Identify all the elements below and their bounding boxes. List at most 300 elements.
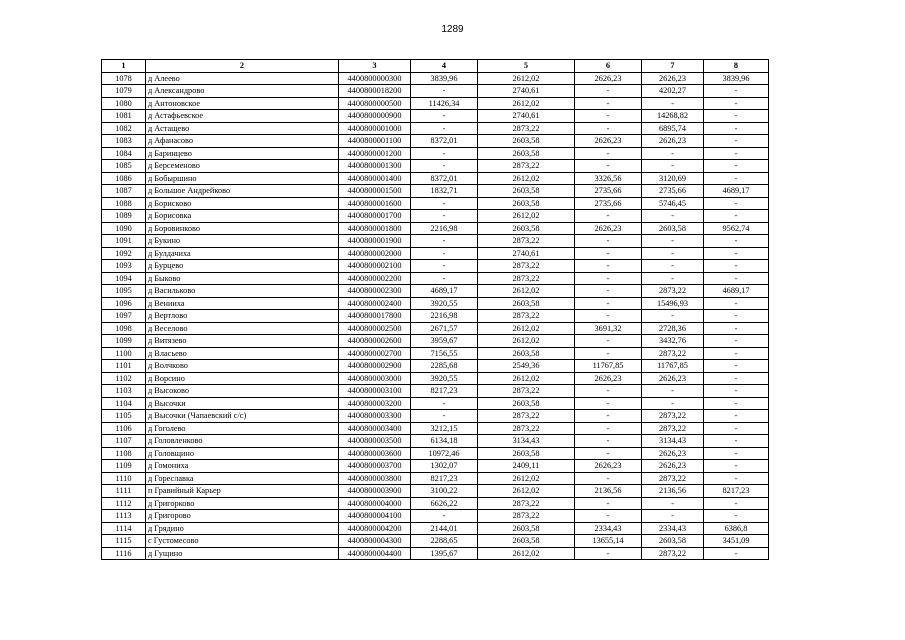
value-col8-cell: - [704, 447, 769, 460]
value-col6-cell: - [575, 210, 642, 223]
value-col6-cell: 2334,43 [575, 522, 642, 535]
code-cell: 4400800003900 [339, 485, 411, 498]
value-col6-cell: 3691,32 [575, 322, 642, 335]
code-cell: 4400800017800 [339, 310, 411, 323]
value-col7-cell: - [642, 97, 704, 110]
value-col8-cell: 4689,17 [704, 285, 769, 298]
value-col8-cell: 8217,23 [704, 485, 769, 498]
settlement-name-cell: д Витязево [146, 335, 339, 348]
table-row [102, 535, 769, 548]
value-col7-cell: 2626,23 [642, 72, 704, 85]
value-col5-cell: 2873,22 [478, 422, 575, 435]
value-col5-cell: 2740,61 [478, 110, 575, 123]
value-col7-cell: - [642, 247, 704, 260]
row-number-cell: 1094 [102, 272, 146, 285]
value-col7-cell: - [642, 147, 704, 160]
value-col5-cell: 2873,22 [478, 160, 575, 173]
value-col6-cell: 11767,85 [575, 360, 642, 373]
value-col8-cell: 3451,09 [704, 535, 769, 548]
value-col7-cell: 4202,27 [642, 85, 704, 98]
table-row [102, 397, 769, 410]
value-col5-cell: 2612,02 [478, 547, 575, 560]
value-col4-cell: - [411, 85, 478, 98]
value-col7-cell: 2626,23 [642, 372, 704, 385]
value-col8-cell: 6386,8 [704, 522, 769, 535]
settlement-name-cell: д Гореславка [146, 472, 339, 485]
row-number-cell: 1115 [102, 535, 146, 548]
value-col8-cell: - [704, 122, 769, 135]
table-row [102, 185, 769, 198]
table-row [102, 472, 769, 485]
column-header-8: 8 [704, 60, 769, 73]
code-cell: 4400800002700 [339, 347, 411, 360]
code-cell: 4400800003000 [339, 372, 411, 385]
code-cell: 4400800003100 [339, 385, 411, 398]
value-col4-cell: 3212,15 [411, 422, 478, 435]
value-col5-cell: 3134,43 [478, 435, 575, 448]
code-cell: 4400800001900 [339, 235, 411, 248]
value-col5-cell: 2873,22 [478, 122, 575, 135]
table-row [102, 122, 769, 135]
value-col7-cell: 2136,56 [642, 485, 704, 498]
value-col6-cell: - [575, 260, 642, 273]
value-col5-cell: 2873,22 [478, 497, 575, 510]
settlement-name-cell: д Антоновское [146, 97, 339, 110]
table-row [102, 110, 769, 123]
value-col4-cell: 6626,22 [411, 497, 478, 510]
value-col8-cell: - [704, 335, 769, 348]
value-col4-cell: 7156,55 [411, 347, 478, 360]
value-col6-cell: - [575, 235, 642, 248]
value-col5-cell: 2603,58 [478, 347, 575, 360]
value-col5-cell: 2612,02 [478, 472, 575, 485]
value-col5-cell: 2612,02 [478, 372, 575, 385]
value-col5-cell: 2873,22 [478, 235, 575, 248]
value-col7-cell: - [642, 210, 704, 223]
value-col5-cell: 2603,58 [478, 185, 575, 198]
code-cell: 4400800003800 [339, 472, 411, 485]
table-row [102, 310, 769, 323]
value-col8-cell: - [704, 210, 769, 223]
value-col6-cell: - [575, 85, 642, 98]
value-col4-cell: - [411, 397, 478, 410]
value-col4-cell: 3100,22 [411, 485, 478, 498]
value-col4-cell: 4689,17 [411, 285, 478, 298]
settlement-name-cell: д Грядино [146, 522, 339, 535]
settlement-name-cell: д Букино [146, 235, 339, 248]
table-row [102, 422, 769, 435]
value-col7-cell: - [642, 235, 704, 248]
value-col5-cell: 2612,02 [478, 97, 575, 110]
value-col6-cell: - [575, 435, 642, 448]
value-col8-cell: - [704, 322, 769, 335]
code-cell: 4400800001700 [339, 210, 411, 223]
row-number-cell: 1085 [102, 160, 146, 173]
value-col6-cell: - [575, 472, 642, 485]
value-col5-cell: 2873,22 [478, 260, 575, 273]
value-col8-cell: - [704, 510, 769, 523]
column-header-6: 6 [575, 60, 642, 73]
table-row [102, 210, 769, 223]
settlement-name-cell: д Высоково [146, 385, 339, 398]
value-col6-cell: - [575, 347, 642, 360]
table-row [102, 235, 769, 248]
value-col7-cell: - [642, 497, 704, 510]
table-row [102, 322, 769, 335]
table-row [102, 172, 769, 185]
value-col7-cell: 2873,22 [642, 472, 704, 485]
row-number-cell: 1107 [102, 435, 146, 448]
value-col6-cell: - [575, 510, 642, 523]
value-col7-cell: - [642, 510, 704, 523]
value-col7-cell: 2873,22 [642, 410, 704, 423]
code-cell: 4400800002900 [339, 360, 411, 373]
value-col4-cell: 2671,57 [411, 322, 478, 335]
value-col8-cell: - [704, 460, 769, 473]
row-number-cell: 1092 [102, 247, 146, 260]
settlement-name-cell: д Вертлово [146, 310, 339, 323]
value-col6-cell: 2735,66 [575, 185, 642, 198]
value-col7-cell: 14268,82 [642, 110, 704, 123]
settlement-name-cell: д Волчково [146, 360, 339, 373]
settlement-name-cell: д Власьево [146, 347, 339, 360]
value-col4-cell: - [411, 110, 478, 123]
table-row [102, 547, 769, 560]
value-col7-cell: 2626,23 [642, 460, 704, 473]
code-cell: 4400800001600 [339, 197, 411, 210]
row-number-cell: 1080 [102, 97, 146, 110]
table-row [102, 297, 769, 310]
row-number-cell: 1098 [102, 322, 146, 335]
settlement-name-cell: д Венииха [146, 297, 339, 310]
table-row [102, 372, 769, 385]
row-number-cell: 1086 [102, 172, 146, 185]
row-number-cell: 1091 [102, 235, 146, 248]
row-number-cell: 1083 [102, 135, 146, 148]
value-col5-cell: 2612,02 [478, 485, 575, 498]
value-col5-cell: 2612,02 [478, 285, 575, 298]
value-col8-cell: - [704, 310, 769, 323]
row-number-cell: 1095 [102, 285, 146, 298]
row-number-cell: 1113 [102, 510, 146, 523]
value-col6-cell: - [575, 147, 642, 160]
value-col4-cell: 11426,34 [411, 97, 478, 110]
value-col6-cell: - [575, 297, 642, 310]
table-row [102, 197, 769, 210]
value-col6-cell: - [575, 410, 642, 423]
value-col6-cell: 2626,23 [575, 222, 642, 235]
table-row [102, 385, 769, 398]
value-col4-cell: 6134,18 [411, 435, 478, 448]
value-col4-cell: 3920,55 [411, 372, 478, 385]
value-col6-cell: 2735,66 [575, 197, 642, 210]
value-col8-cell: - [704, 197, 769, 210]
value-col5-cell: 2873,22 [478, 410, 575, 423]
settlement-name-cell: д Булдачиха [146, 247, 339, 260]
value-col4-cell: 8372,01 [411, 172, 478, 185]
code-cell: 4400800003700 [339, 460, 411, 473]
value-col6-cell: - [575, 110, 642, 123]
value-col7-cell: - [642, 385, 704, 398]
code-cell: 4400800000300 [339, 72, 411, 85]
value-col4-cell: - [411, 160, 478, 173]
value-col6-cell: - [575, 247, 642, 260]
settlement-name-cell: д Борисовка [146, 210, 339, 223]
value-col6-cell: 2626,23 [575, 135, 642, 148]
table-row [102, 160, 769, 173]
value-col5-cell: 2873,22 [478, 272, 575, 285]
row-number-cell: 1078 [102, 72, 146, 85]
table-row [102, 410, 769, 423]
settlement-name-cell: д Боровинково [146, 222, 339, 235]
value-col4-cell: 3839,96 [411, 72, 478, 85]
value-col7-cell: 2626,23 [642, 135, 704, 148]
table-row [102, 460, 769, 473]
value-col6-cell: - [575, 285, 642, 298]
row-number-cell: 1102 [102, 372, 146, 385]
settlement-name-cell: д Головщино [146, 447, 339, 460]
settlement-name-cell: д Григорово [146, 510, 339, 523]
data-table [101, 59, 769, 560]
value-col8-cell: - [704, 110, 769, 123]
value-col5-cell: 2603,58 [478, 297, 575, 310]
code-cell: 4400800004200 [339, 522, 411, 535]
value-col7-cell: 3134,43 [642, 435, 704, 448]
value-col7-cell: 11767,85 [642, 360, 704, 373]
value-col4-cell: 2285,68 [411, 360, 478, 373]
value-col4-cell: 2144,01 [411, 522, 478, 535]
settlement-name-cell: д Гомониха [146, 460, 339, 473]
table-row [102, 222, 769, 235]
page-number: 1289 [441, 24, 464, 35]
code-cell: 4400800001400 [339, 172, 411, 185]
value-col7-cell: 5746,45 [642, 197, 704, 210]
value-col4-cell: 8372,01 [411, 135, 478, 148]
value-col8-cell: - [704, 172, 769, 185]
table-row [102, 247, 769, 260]
table-row [102, 435, 769, 448]
value-col6-cell: - [575, 122, 642, 135]
value-col4-cell: 8217,23 [411, 385, 478, 398]
table-row [102, 72, 769, 85]
value-col7-cell: 2603,58 [642, 222, 704, 235]
value-col6-cell: - [575, 422, 642, 435]
value-col7-cell: 2728,36 [642, 322, 704, 335]
settlement-name-cell: д Гоголево [146, 422, 339, 435]
row-number-cell: 1096 [102, 297, 146, 310]
value-col8-cell: - [704, 272, 769, 285]
value-col4-cell: 2288,65 [411, 535, 478, 548]
code-cell: 4400800002600 [339, 335, 411, 348]
value-col6-cell: 2626,23 [575, 72, 642, 85]
value-col8-cell: - [704, 410, 769, 423]
value-col4-cell: 2216,98 [411, 222, 478, 235]
row-number-cell: 1090 [102, 222, 146, 235]
value-col5-cell: 2603,58 [478, 197, 575, 210]
value-col5-cell: 2409,11 [478, 460, 575, 473]
row-number-cell: 1101 [102, 360, 146, 373]
value-col8-cell: - [704, 397, 769, 410]
value-col7-cell: 2873,22 [642, 347, 704, 360]
row-number-cell: 1109 [102, 460, 146, 473]
settlement-name-cell: д Григорково [146, 497, 339, 510]
row-number-cell: 1111 [102, 485, 146, 498]
settlement-name-cell: д Большое Андрейково [146, 185, 339, 198]
table-row [102, 510, 769, 523]
value-col8-cell: - [704, 472, 769, 485]
settlement-name-cell: д Бобыршино [146, 172, 339, 185]
value-col5-cell: 2603,58 [478, 535, 575, 548]
value-col5-cell: 2603,58 [478, 222, 575, 235]
value-col6-cell: - [575, 160, 642, 173]
value-col5-cell: 2612,02 [478, 172, 575, 185]
value-col4-cell: 1832,71 [411, 185, 478, 198]
value-col6-cell: - [575, 97, 642, 110]
code-cell: 4400800001800 [339, 222, 411, 235]
column-header-1: 1 [102, 60, 146, 73]
value-col4-cell: - [411, 510, 478, 523]
code-cell: 4400800001200 [339, 147, 411, 160]
settlement-name-cell: д Веселово [146, 322, 339, 335]
table-row [102, 272, 769, 285]
row-number-cell: 1108 [102, 447, 146, 460]
value-col4-cell: - [411, 235, 478, 248]
value-col4-cell: - [411, 210, 478, 223]
row-number-cell: 1088 [102, 197, 146, 210]
value-col6-cell: - [575, 397, 642, 410]
settlement-name-cell: д Астафьевское [146, 110, 339, 123]
code-cell: 4400800000500 [339, 97, 411, 110]
code-cell: 4400800003200 [339, 397, 411, 410]
code-cell: 4400800001300 [339, 160, 411, 173]
value-col5-cell: 2603,58 [478, 147, 575, 160]
value-col8-cell: - [704, 97, 769, 110]
value-col7-cell: 6895,74 [642, 122, 704, 135]
table-header-row [102, 60, 769, 73]
value-col8-cell: 4689,17 [704, 185, 769, 198]
settlement-name-cell: д Головленково [146, 435, 339, 448]
value-col8-cell: - [704, 147, 769, 160]
code-cell: 4400800003300 [339, 410, 411, 423]
value-col4-cell: - [411, 122, 478, 135]
code-cell: 4400800002100 [339, 260, 411, 273]
value-col8-cell: - [704, 85, 769, 98]
value-col5-cell: 2603,58 [478, 135, 575, 148]
row-number-cell: 1082 [102, 122, 146, 135]
row-number-cell: 1103 [102, 385, 146, 398]
row-number-cell: 1079 [102, 85, 146, 98]
settlement-name-cell: с Густомесово [146, 535, 339, 548]
value-col7-cell: 2873,22 [642, 285, 704, 298]
table-row [102, 335, 769, 348]
value-col8-cell: - [704, 260, 769, 273]
row-number-cell: 1099 [102, 335, 146, 348]
table-row [102, 485, 769, 498]
value-col4-cell: - [411, 272, 478, 285]
value-col7-cell: 2603,58 [642, 535, 704, 548]
row-number-cell: 1100 [102, 347, 146, 360]
value-col4-cell: - [411, 247, 478, 260]
value-col6-cell: - [575, 335, 642, 348]
value-col7-cell: 2334,43 [642, 522, 704, 535]
settlement-name-cell: д Александрово [146, 85, 339, 98]
code-cell: 4400800002400 [339, 297, 411, 310]
row-number-cell: 1106 [102, 422, 146, 435]
value-col5-cell: 2873,22 [478, 385, 575, 398]
value-col5-cell: 2873,22 [478, 310, 575, 323]
settlement-name-cell: д Высочки [146, 397, 339, 410]
value-col8-cell: - [704, 347, 769, 360]
code-cell: 4400800018200 [339, 85, 411, 98]
value-col7-cell: - [642, 272, 704, 285]
value-col5-cell: 2603,58 [478, 397, 575, 410]
column-header-7: 7 [642, 60, 704, 73]
value-col7-cell: 15496,93 [642, 297, 704, 310]
table-row [102, 147, 769, 160]
value-col7-cell: - [642, 310, 704, 323]
row-number-cell: 1112 [102, 497, 146, 510]
value-col8-cell: - [704, 547, 769, 560]
value-col4-cell: - [411, 197, 478, 210]
code-cell: 4400800003500 [339, 435, 411, 448]
value-col4-cell: 8217,23 [411, 472, 478, 485]
value-col7-cell: 2735,66 [642, 185, 704, 198]
value-col8-cell: - [704, 372, 769, 385]
value-col7-cell: - [642, 397, 704, 410]
value-col6-cell: 13655,14 [575, 535, 642, 548]
value-col5-cell: 2603,58 [478, 447, 575, 460]
value-col7-cell: - [642, 160, 704, 173]
value-col5-cell: 2612,02 [478, 322, 575, 335]
settlement-name-cell: д Берсеменово [146, 160, 339, 173]
row-number-cell: 1089 [102, 210, 146, 223]
row-number-cell: 1093 [102, 260, 146, 273]
code-cell: 4400800002200 [339, 272, 411, 285]
value-col6-cell: - [575, 447, 642, 460]
table-row [102, 497, 769, 510]
value-col7-cell: 2626,23 [642, 447, 704, 460]
value-col8-cell: - [704, 247, 769, 260]
row-number-cell: 1081 [102, 110, 146, 123]
column-header-2: 2 [146, 60, 339, 73]
table-row [102, 447, 769, 460]
row-number-cell: 1116 [102, 547, 146, 560]
value-col8-cell: - [704, 235, 769, 248]
value-col4-cell: 10972,46 [411, 447, 478, 460]
code-cell: 4400800001100 [339, 135, 411, 148]
settlement-name-cell: д Баринцево [146, 147, 339, 160]
value-col8-cell: - [704, 297, 769, 310]
code-cell: 4400800002500 [339, 322, 411, 335]
value-col4-cell: 1302,07 [411, 460, 478, 473]
value-col5-cell: 2603,58 [478, 522, 575, 535]
settlement-name-cell: д Алеево [146, 72, 339, 85]
value-col8-cell: 3839,96 [704, 72, 769, 85]
value-col5-cell: 2612,02 [478, 335, 575, 348]
column-header-5: 5 [478, 60, 575, 73]
value-col8-cell: - [704, 160, 769, 173]
value-col8-cell: 9562,74 [704, 222, 769, 235]
value-col4-cell: - [411, 260, 478, 273]
column-header-3: 3 [339, 60, 411, 73]
value-col4-cell: 3959,67 [411, 335, 478, 348]
value-col8-cell: - [704, 435, 769, 448]
value-col6-cell: - [575, 385, 642, 398]
settlement-name-cell: д Васильково [146, 285, 339, 298]
code-cell: 4400800002000 [339, 247, 411, 260]
value-col4-cell: 3920,55 [411, 297, 478, 310]
settlement-name-cell: д Ворсино [146, 372, 339, 385]
